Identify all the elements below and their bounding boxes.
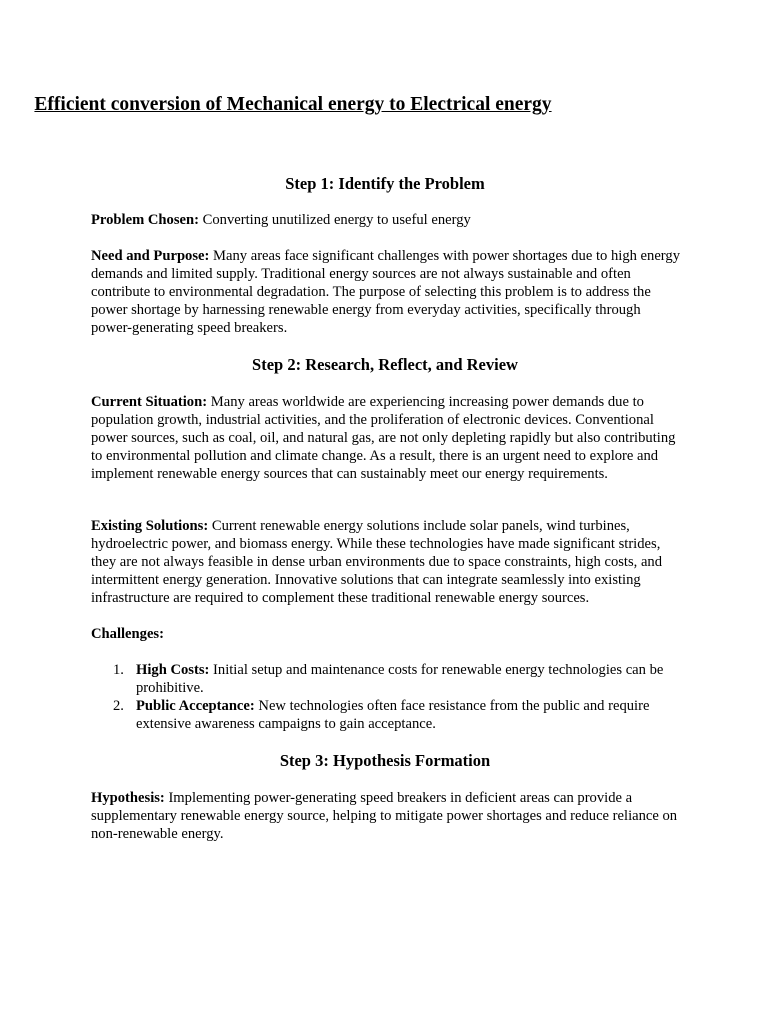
existing-solutions-text: Current renewable energy solutions include solar panels, wind turbines, hydroelectric power, and biomass energy. While these technologies have made significant strides, they are not always feasible in dense urban environments due to space constraints, high costs, and intermittent energy generation. Innovative solutions that can integrate seamlessly into existing infrastructure are required to complement these traditional renewable energy sources. <box>91 518 663 606</box>
current-situation-paragraph <box>91 393 683 483</box>
current-situation-label: Current Situation: <box>91 394 208 410</box>
problem-chosen-paragraph <box>91 211 683 229</box>
problem-chosen-label: Problem Chosen: <box>91 212 199 228</box>
hypothesis-label: Hypothesis: <box>91 790 165 806</box>
problem-chosen-text: Converting unutilized energy to useful energy <box>198 212 471 228</box>
list-item <box>91 697 679 733</box>
challenges-list <box>91 661 679 733</box>
step1-heading: Step 1: Identify the Problem <box>285 174 485 193</box>
need-purpose-text: Many areas face significant challenges with power shortages due to high energy demands and limited supply. Traditional energy sources are not always sustainable and often contribute to environmental degradation. The purpose of selecting this problem is to address the power shortage by harnessing renewable energy from everyday activities, specifically through power-generating speed breakers. <box>91 248 681 336</box>
list-item <box>91 661 679 697</box>
list-item-label: High Costs: <box>136 662 210 678</box>
list-item-text: Initial setup and maintenance costs for renewable energy technologies can be prohibitive. <box>136 662 664 696</box>
challenges-heading <box>91 625 683 643</box>
document-title: Efficient conversion of Mechanical energy to Electrical energy <box>34 94 552 115</box>
challenges-label: Challenges: <box>91 626 164 642</box>
existing-solutions-paragraph <box>91 517 683 607</box>
list-item-text: New technologies often face resistance from the public and require extensive awareness campaigns to gain acceptance. <box>136 698 650 732</box>
hypothesis-text: Implementing power-generating speed breakers in deficient areas can provide a supplementary renewable energy source, helping to mitigate power shortages and reduce reliance on non-renewable energy. <box>91 790 678 842</box>
step2-heading: Step 2: Research, Reflect, and Review <box>252 355 518 374</box>
need-purpose-paragraph <box>91 247 683 337</box>
need-purpose-label: Need and Purpose: <box>91 248 210 264</box>
list-item-number: 2. <box>113 698 124 714</box>
list-item-number: 1. <box>113 662 124 678</box>
existing-solutions-label: Existing Solutions: <box>91 518 209 534</box>
step3-heading: Step 3: Hypothesis Formation <box>279 751 491 770</box>
current-situation-text: Many areas worldwide are experiencing increasing power demands due to population growth, industrial activities, and the proliferation of electronic devices. Conventional power sources, such as coal, oil, and natural gas, are not only depleting rapidly but also contributing to environmental pollution and climate change. As a result, there is an urgent need to explore and implement renewable energy sources that can sustainably meet our energy requirements. <box>91 394 676 482</box>
list-item-label: Public Acceptance: <box>136 698 255 714</box>
hypothesis-paragraph <box>91 789 683 843</box>
